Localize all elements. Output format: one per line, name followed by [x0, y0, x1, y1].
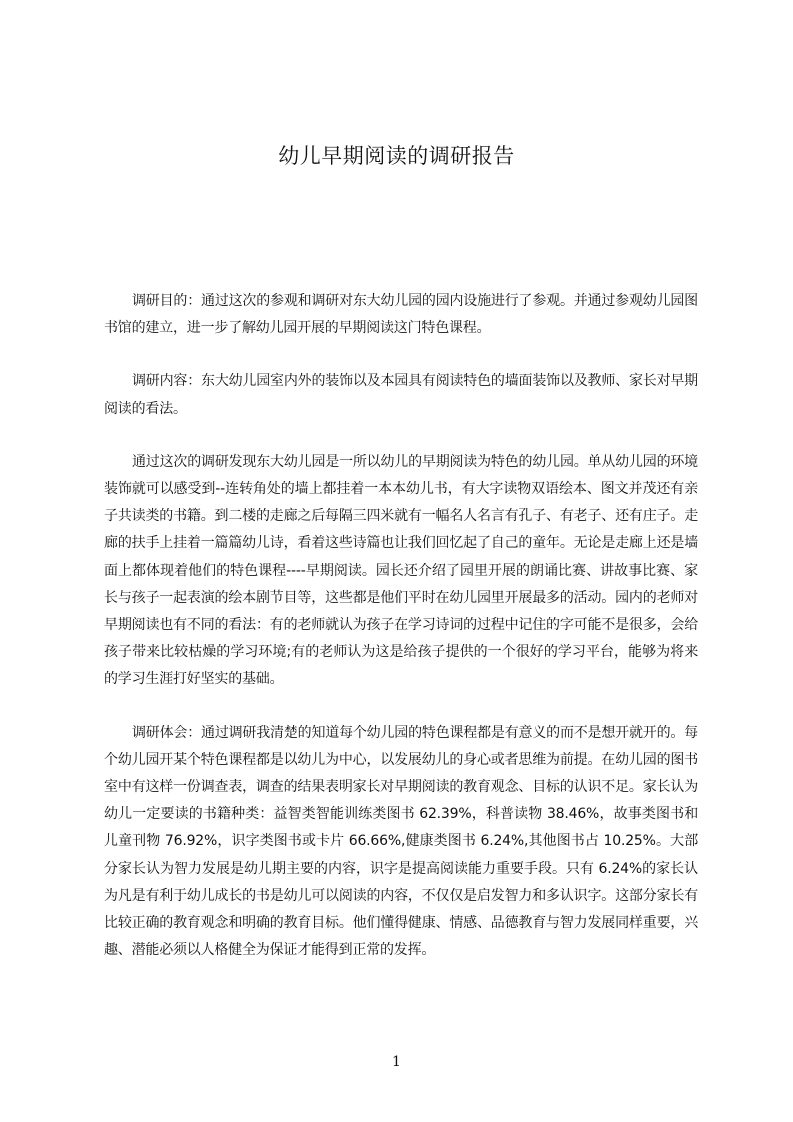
paragraph-content: 调研内容：东大幼儿园室内外的装饰以及本园具有阅读特色的墙面装饰以及教师、家长对早期阅读的看法。	[104, 373, 698, 417]
page-number: 1	[392, 1054, 401, 1070]
paragraph-purpose: 调研目的：通过这次的参观和调研对东大幼儿园的园内设施进行了参观。并通过参观幼儿园图书馆的建立，进一步了解幼儿园开展的早期阅读这门特色课程。	[104, 293, 698, 337]
paragraph-reflection: 调研体会：通过调研我清楚的知道每个幼儿园的特色课程都是有意义的而不是想开就开的。每个幼儿园开某个特色课程都是以幼儿为中心，以发展幼儿的身心或者思维为前提。在幼儿园的图书室中有这样一份调查表，调查的结果表明家长对早期阅读的教育观念、目标的认识不足。家长认为幼儿一定要读的书籍种类：益智类智能训练类图书 62.39%，科普读物 38.46%，故事类图书和儿童刊物 76.92%，识字类图书或卡片 66.66%,健康类图书 6.24%,其他图书占 10.25%。大部分家长认为智力发展是幼儿期主要的内容，识字是提高阅读能力重要手段。只有 6.24%的家长认为凡是有利于幼儿成长的书是幼儿可以阅读的内容，不仅仅是启发智力和多认识字。这部分家长有比较正确的教育观念和明确的教育目标。他们懂得健康、情感、品德教育与智力发展同样重要，兴趣、潜能必须以人格健全为保证才能得到正常的发挥。	[104, 724, 698, 959]
document-body	[104, 288, 698, 990]
paragraph-findings: 通过这次的调研发现东大幼儿园是一所以幼儿的早期阅读为特色的幼儿园。单从幼儿园的环境装饰就可以感受到--连转角处的墙上都挂着一本本幼儿书，有大字读物双语绘本、图文并茂还有亲子共读类的书籍。到二楼的走廊之后每隔三四米就有一幅名人名言有孔子、有老子、还有庄子。走廊的扶手上挂着一篇篇幼儿诗，看着这些诗篇也让我们回忆起了自己的童年。无论是走廊上还是墙面上都体现着他们的特色课程----早期阅读。园长还介绍了园里开展的朗诵比赛、讲故事比赛、家长与孩子一起表演的绘本剧节目等，这些都是他们平时在幼儿园里开展最多的活动。园内的老师对早期阅读也有不同的看法：有的老师就认为孩子在学习诗词的过程中记住的字可能不是很多，会给孩子带来比较枯燥的学习环境;有的老师认为这是给孩子提供的一个很好的学习平台，能够为将来的学习生涯打好坚实的基础。	[104, 453, 698, 688]
document-title: 幼儿早期阅读的调研报告	[278, 144, 515, 168]
